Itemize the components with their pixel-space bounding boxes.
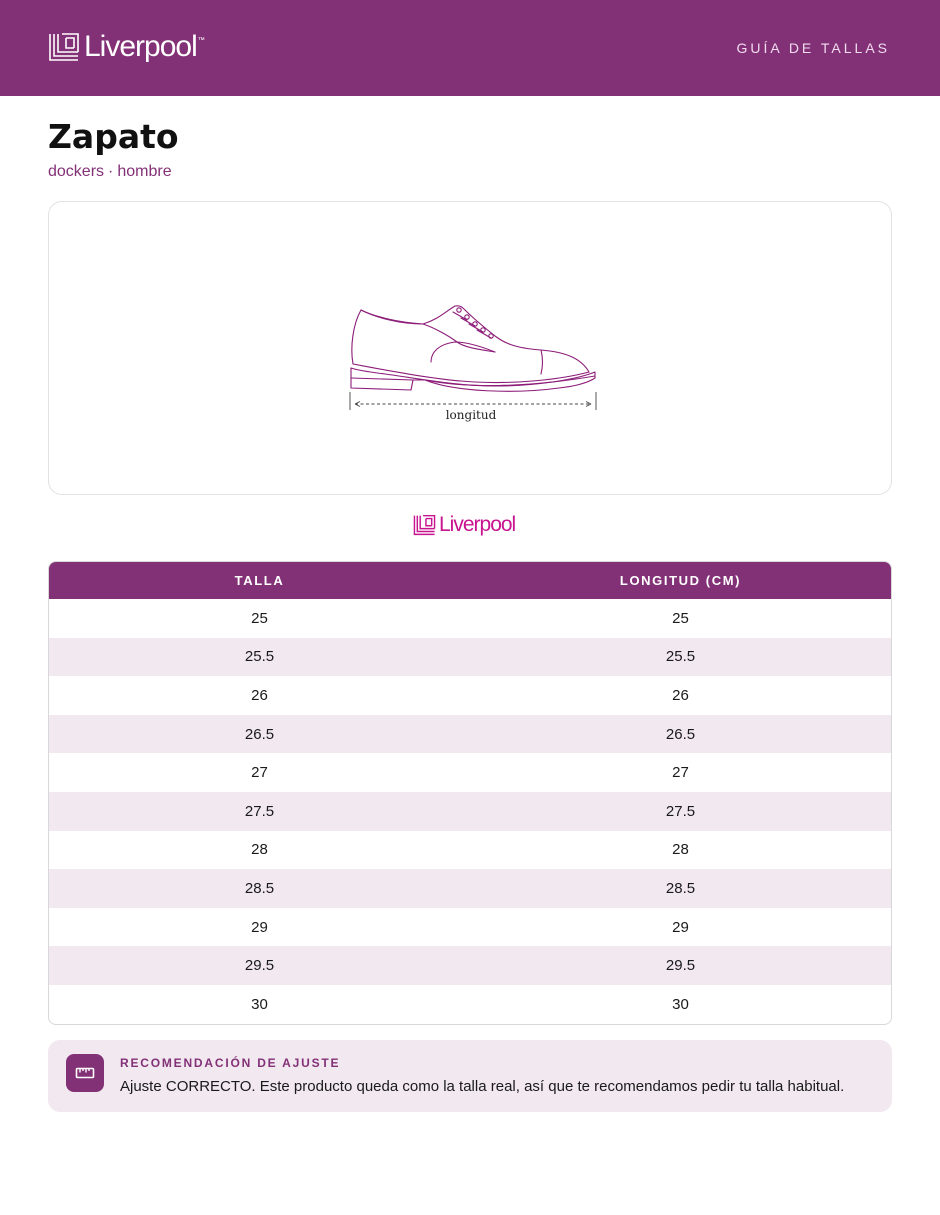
size-cell: 25: [251, 609, 268, 627]
trademark-mark: ™: [197, 36, 205, 44]
size-cell: 29.5: [49, 946, 470, 985]
page-header: [0, 0, 940, 96]
watermark-brand-name: Liverpool: [439, 513, 516, 536]
ruler-icon: [66, 1054, 104, 1092]
length-cell: 30: [672, 995, 689, 1013]
length-cell: 28: [672, 841, 689, 859]
measure-label: longitud: [445, 408, 497, 422]
length-cell: 25.5: [470, 638, 891, 677]
brand-watermark: [413, 512, 515, 538]
size-cell: 27: [251, 764, 268, 782]
recommendation-title: RECOMENDACIÓN DE AJUSTE: [120, 1056, 341, 1070]
liverpool-logo-icon: [48, 32, 80, 62]
size-cell: 26.5: [49, 715, 470, 754]
size-cell: 27.5: [49, 792, 470, 831]
fit-recommendation: [48, 1040, 892, 1112]
recommendation-text: Ajuste CORRECTO. Este producto queda como la talla real, así que te recomendamos pedir tu talla habitual.: [120, 1078, 845, 1095]
table-header-row: [49, 562, 891, 599]
table-row: [49, 676, 891, 715]
measurement-diagram-card: [48, 201, 892, 495]
column-header-longitud: LONGITUD (CM): [470, 562, 891, 599]
table-row: [49, 869, 891, 908]
length-cell: 28.5: [470, 869, 891, 908]
product-gender: hombre: [117, 163, 172, 180]
product-subtitle: [48, 163, 172, 181]
table-row: [49, 831, 891, 870]
size-cell: 28.5: [49, 869, 470, 908]
table-row: [49, 638, 891, 677]
table-row: [49, 753, 891, 792]
table-row: [49, 599, 891, 638]
size-cell: 29: [251, 918, 268, 936]
length-cell: 25: [672, 609, 689, 627]
shoe-outline-icon: [345, 302, 597, 427]
length-cell: 29.5: [470, 946, 891, 985]
guide-label: GUÍA DE TALLAS: [736, 40, 890, 56]
table-row: [49, 985, 891, 1024]
liverpool-logo-icon: [413, 514, 436, 536]
table-row: [49, 946, 891, 985]
page-title: Zapato: [48, 117, 179, 156]
size-cell: 28: [251, 841, 268, 859]
table-row: [49, 908, 891, 947]
length-cell: 27.5: [470, 792, 891, 831]
brand-name: Liverpool: [84, 30, 197, 63]
table-row: [49, 715, 891, 754]
size-cell: 30: [251, 995, 268, 1013]
length-cell: 29: [672, 918, 689, 936]
length-cell: 27: [672, 764, 689, 782]
length-cell: 26.5: [470, 715, 891, 754]
subtitle-separator: ·: [108, 163, 114, 180]
product-brand: dockers: [48, 163, 105, 180]
column-header-talla: TALLA: [49, 562, 470, 599]
brand-logo: [48, 30, 205, 64]
size-cell: 25.5: [49, 638, 470, 677]
size-table: [48, 561, 892, 1025]
table-row: [49, 792, 891, 831]
size-cell: 26: [251, 686, 268, 704]
length-cell: 26: [672, 686, 689, 704]
